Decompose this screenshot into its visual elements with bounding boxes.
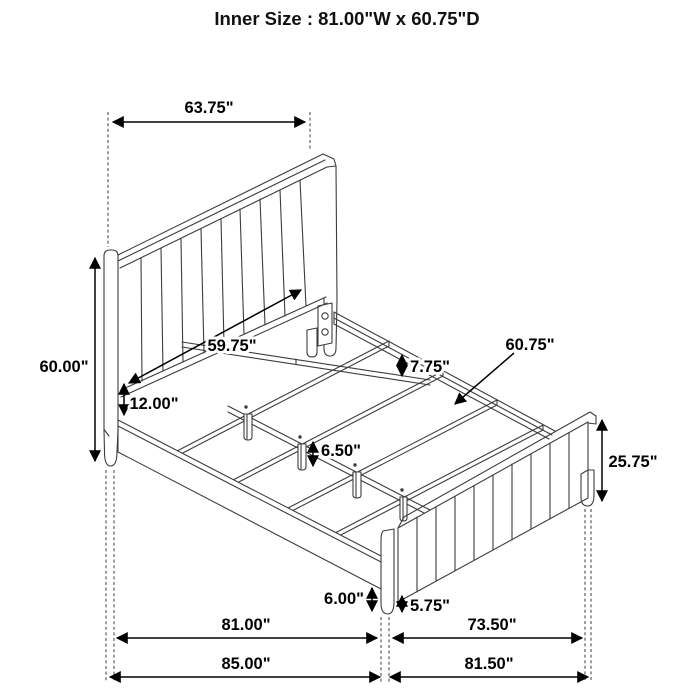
- dim-rail-to-slat-gap-label: 7.75": [410, 358, 450, 376]
- dim-headboard-height-label: 60.00": [39, 358, 89, 376]
- rail-bracket: [318, 303, 332, 346]
- page-title: Inner Size : 81.00"W x 60.75"D: [214, 8, 480, 29]
- dim-footboard-inner-span: [393, 616, 582, 638]
- center-leg: [298, 444, 306, 470]
- leader-line: [455, 353, 514, 404]
- dim-headboard-width-label: 63.75": [184, 99, 234, 117]
- dim-inner-depth-label: 60.75": [505, 336, 555, 354]
- dim-overall-width: [110, 655, 380, 677]
- dim-inner-depth: [455, 336, 555, 404]
- channel-seam: [280, 190, 285, 316]
- dim-center-leg-height-label: 6.50": [321, 442, 361, 460]
- dim-footboard-height-label: 25.75": [608, 453, 658, 471]
- dim-inner-width: [117, 616, 377, 638]
- dim-panel-to-rail-label: 12.00": [129, 395, 179, 413]
- channel-seam: [240, 209, 244, 334]
- dim-overall-width-label: 85.00": [221, 655, 271, 673]
- channel-seam: [201, 229, 204, 353]
- headboard: [104, 154, 337, 466]
- footboard-left-leg: [381, 529, 394, 614]
- dim-rail-floor-clearance: [324, 588, 372, 611]
- dim-footboard-floor-clearance-label: 5.75": [410, 597, 450, 615]
- dim-rail-floor-clearance-label: 6.00": [324, 590, 364, 608]
- dim-headboard-height: [39, 258, 95, 461]
- dim-footboard-inner-span-label: 73.50": [467, 616, 517, 634]
- dim-inner-width-label: 81.00": [221, 616, 271, 634]
- dim-headboard-inner-width: [129, 290, 301, 383]
- channel-seam: [141, 258, 142, 381]
- channel-seam: [161, 248, 163, 371]
- dimension-annotations: [39, 99, 657, 677]
- dim-footboard-overall-span: [390, 655, 588, 677]
- dim-footboard-overall-span-label: 81.50": [464, 655, 514, 673]
- slat-1: [177, 341, 389, 456]
- channel-seam: [181, 239, 183, 362]
- center-leg: [353, 472, 361, 498]
- channel-seam: [260, 199, 265, 325]
- dim-headboard-inner-width-label: 59.75": [207, 337, 257, 355]
- dim-panel-to-rail: [124, 384, 179, 415]
- channel-seam: [221, 219, 224, 344]
- channel-seam: [300, 180, 306, 306]
- slat-2: [233, 371, 443, 485]
- screw-dot: [244, 405, 247, 408]
- dim-headboard-width: [113, 99, 305, 122]
- dim-rail-to-slat-gap: [402, 355, 450, 376]
- center-leg: [244, 414, 252, 440]
- screw-dot: [400, 488, 403, 491]
- dim-footboard-height: [602, 420, 658, 501]
- screw-dot: [353, 463, 356, 466]
- footboard: [381, 412, 596, 614]
- headboard-left-leg: [104, 250, 118, 466]
- screw-dot: [298, 435, 301, 438]
- center-bracket: [307, 328, 317, 357]
- headboard-top-rail-line: [120, 167, 327, 268]
- dim-footboard-floor-clearance: [402, 596, 450, 615]
